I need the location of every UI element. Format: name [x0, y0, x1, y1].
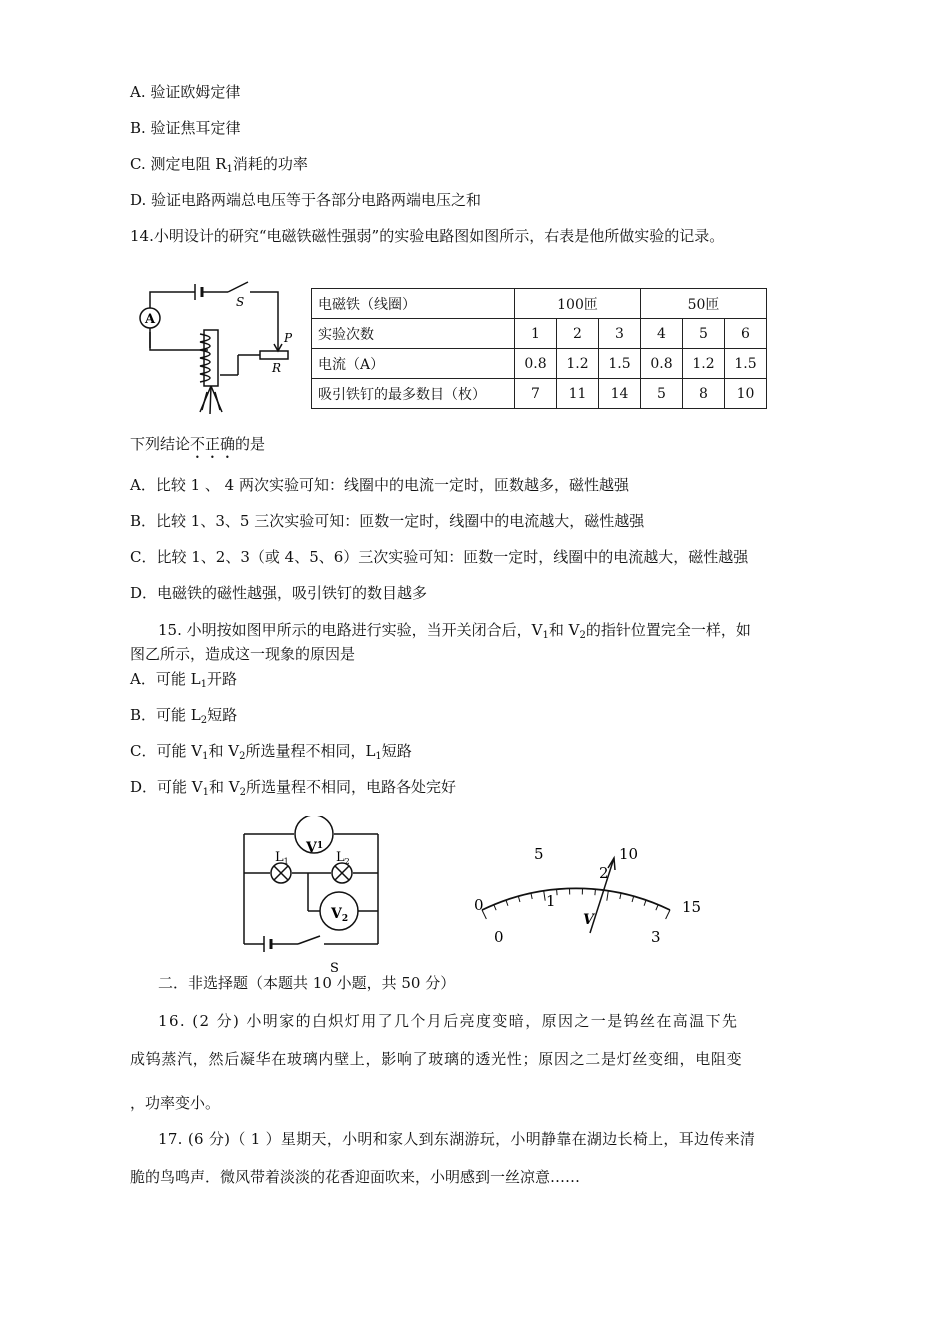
table-cell: 5: [683, 319, 725, 349]
dial-tick: [557, 889, 558, 895]
dial-inner-label: 2: [599, 864, 609, 882]
dial-tick: [494, 905, 496, 911]
q15-option-b: B．可能 $L_2$短路: [130, 706, 238, 726]
switch-label: S: [236, 295, 245, 309]
table-cell: 实验次数: [312, 319, 515, 349]
table-cell: 0.8: [641, 349, 683, 379]
dial-outer-label: 10: [619, 845, 639, 863]
table-cell: 0.8: [515, 349, 557, 379]
q16-line2: 成钨蒸汽，然后凝华在玻璃内壁上，影响了玻璃的透光性；原因之二是灯丝变细，电阻变: [130, 1050, 743, 1068]
table-cell: 3: [599, 319, 641, 349]
resistor-label: R: [272, 361, 282, 375]
table-row: [312, 379, 767, 409]
dial-inner-label: 1: [546, 892, 556, 910]
dial-tick: [620, 893, 621, 899]
dial-symbol: V: [583, 912, 594, 928]
table-cell: 4: [641, 319, 683, 349]
dial-tick: [666, 910, 670, 919]
table-cell: 1.5: [599, 349, 641, 379]
dial-tick: [595, 889, 596, 895]
table-cell: 1.2: [557, 349, 599, 379]
table-row: [312, 319, 767, 349]
switch-label: S: [330, 961, 339, 976]
table-cell: 1.5: [725, 349, 767, 379]
voltmeter-dial: [466, 836, 716, 956]
q15-stem-line2: 图乙所示，造成这一现象的原因是: [130, 645, 356, 663]
q13-option-d: D. 验证电路两端总电压等于各部分电路两端电压之和: [130, 191, 482, 209]
dial-tick: [632, 896, 634, 902]
electromagnet-circuit-diagram: [130, 272, 310, 422]
lamp-2-icon: [332, 863, 352, 883]
q14-stem: 14.小明设计的研究“电磁铁磁性强弱”的实验电路图如图所示，右表是他所做实验的记录。: [130, 227, 725, 245]
q13-option-b: B. 验证焦耳定律: [130, 119, 241, 137]
dial-tick: [531, 893, 532, 899]
table-cell: 7: [515, 379, 557, 409]
dial-tick: [656, 905, 658, 911]
table-cell: 10: [725, 379, 767, 409]
table-cell: 1.2: [683, 349, 725, 379]
table-cell: 电磁铁（线圈）: [312, 289, 515, 319]
q13-option-a: A. 验证欧姆定律: [130, 83, 241, 101]
q14-option-d: D．电磁铁的磁性越强，吸引铁钉的数目越多: [130, 584, 428, 602]
l2-label: $L_2$: [336, 850, 350, 866]
table-cell: 5: [641, 379, 683, 409]
dial-tick: [644, 900, 646, 906]
q15-option-a: A．可能 $L_1$开路: [130, 670, 237, 690]
table-cell: 100匝: [515, 289, 641, 319]
table-cell: 6: [725, 319, 767, 349]
q16-line1: 16. (2 分) 小明家的白炽灯用了几个月后亮度变暗，原因之一是钨丝在高温下先: [158, 1012, 739, 1030]
table-cell: 11: [557, 379, 599, 409]
dial-tick: [506, 900, 508, 906]
table-cell: 吸引铁钉的最多数目（枚）: [312, 379, 515, 409]
q17-line2: 脆的鸟鸣声．微风带着淡淡的花香迎面吹来，小明感到一丝凉意……: [130, 1168, 581, 1186]
voltmeter-circuit-diagram: [236, 816, 396, 976]
dial-outer-label: 5: [534, 845, 544, 863]
q15-stem-line1: 15. 小明按如图甲所示的电路进行实验，当开关闭合后，$V_1$和 $V_2$的指针位置完全一样，如: [158, 621, 751, 641]
table-row: [312, 349, 767, 379]
l1-label: $L_1$: [275, 850, 289, 866]
section-two-heading: 二．非选择题（本题共 10 小题，共 50 分）: [158, 974, 456, 992]
dial-tick: [518, 896, 520, 902]
dial-inner-label: 0: [494, 928, 504, 946]
dial-tick: [544, 891, 546, 901]
table-cell: 1: [515, 319, 557, 349]
table-cell: 电流（A）: [312, 349, 515, 379]
q15-option-c: C．可能 $V_1$和 $V_2$所选量程不相同，$L_1$短路: [130, 742, 412, 762]
table-cell: 14: [599, 379, 641, 409]
q14-option-a: A．比较 1 、 4 两次实验可知：线圈中的电流一定时，匝数越多，磁性越强: [130, 476, 629, 494]
slider-label: P: [284, 331, 293, 345]
q14-option-b: B．比较 1、3、5 三次实验可知：匝数一定时，线圈中的电流越大，磁性越强: [130, 512, 645, 530]
q15-option-d: D．可能 $V_1$和 $V_2$所选量程不相同，电路各处完好: [130, 778, 457, 798]
lamp-1-icon: [271, 863, 291, 883]
dial-outer-label: 15: [682, 898, 702, 916]
q16-line3: ，功率变小。: [130, 1094, 221, 1112]
q14-prompt: 下列结论不正确的是: [130, 435, 266, 453]
table-cell: 50匝: [641, 289, 767, 319]
v2-label: $V_2$: [331, 906, 349, 924]
v1-label: $V^1$: [306, 840, 324, 856]
dial-outer-label: 0: [474, 896, 484, 914]
q13-option-c: C. 测定电阻 $R_1$消耗的功率: [130, 155, 308, 175]
table-cell: 2: [557, 319, 599, 349]
table-cell: 8: [683, 379, 725, 409]
q14-option-c: C．比较 1、2、3（或 4、5、6）三次实验可知：匝数一定时，线圈中的电流越大，磁性越强: [130, 548, 749, 566]
experiment-record-table: [311, 288, 767, 409]
table-row: [312, 289, 767, 319]
q17-line1: 17. (6 分)（ 1 ）星期天，小明和家人到东湖游玩，小明静靠在湖边长椅上，耳边传来清: [158, 1130, 756, 1148]
dial-tick: [607, 891, 609, 901]
ammeter-label: A: [144, 312, 156, 327]
dial-inner-label: 3: [651, 928, 661, 946]
